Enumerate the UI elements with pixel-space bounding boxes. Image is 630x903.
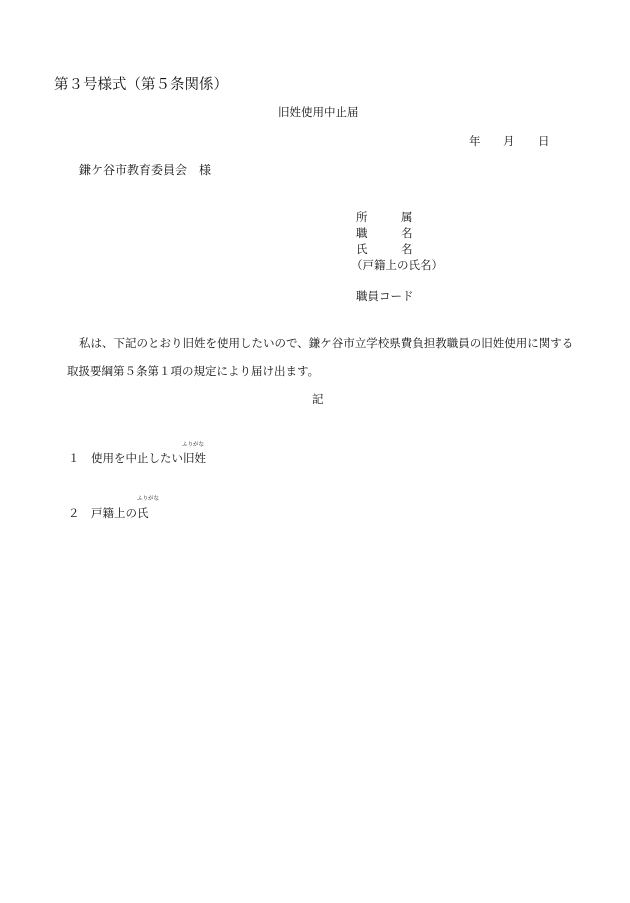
position-label-a: 職 [356,226,368,240]
item-1-number: １ [68,451,80,465]
date-year-label: 年 [469,134,481,148]
date-day-label: 日 [538,134,550,148]
staff-code-label: 職員コード [356,289,414,303]
addressee: 鎌ケ谷市教育委員会 様 [79,163,212,177]
position-label-b: 名 [401,226,413,240]
name-label-a: 氏 [356,242,368,256]
body-line-1: 私は、下記のとおり旧姓を使用したいので、鎌ケ谷市立学校県費負担教職員の旧姓使用に関する [79,336,574,350]
item-1-label: 使用を中止したい旧姓 [91,451,206,465]
affiliation-label-b: 属 [401,210,413,224]
date-month-label: 月 [503,134,515,148]
form-number: 第３号様式（第５条関係） [54,77,228,93]
document-title: 旧姓使用中止届 [278,105,359,119]
item-1-furigana: ふりがな [182,442,205,448]
item-2-number: ２ [68,506,80,520]
body-line-2: 取扱要綱第５条第１項の規定により届け出ます。 [67,364,320,378]
item-2-furigana: ふりがな [137,496,160,502]
item-2-label: 戸籍上の氏 [91,506,149,520]
affiliation-label-a: 所 [356,210,368,224]
registered-name-note: （戸籍上の氏名） [351,258,443,272]
ki-heading: 記 [312,392,324,406]
name-label-b: 名 [401,242,413,256]
